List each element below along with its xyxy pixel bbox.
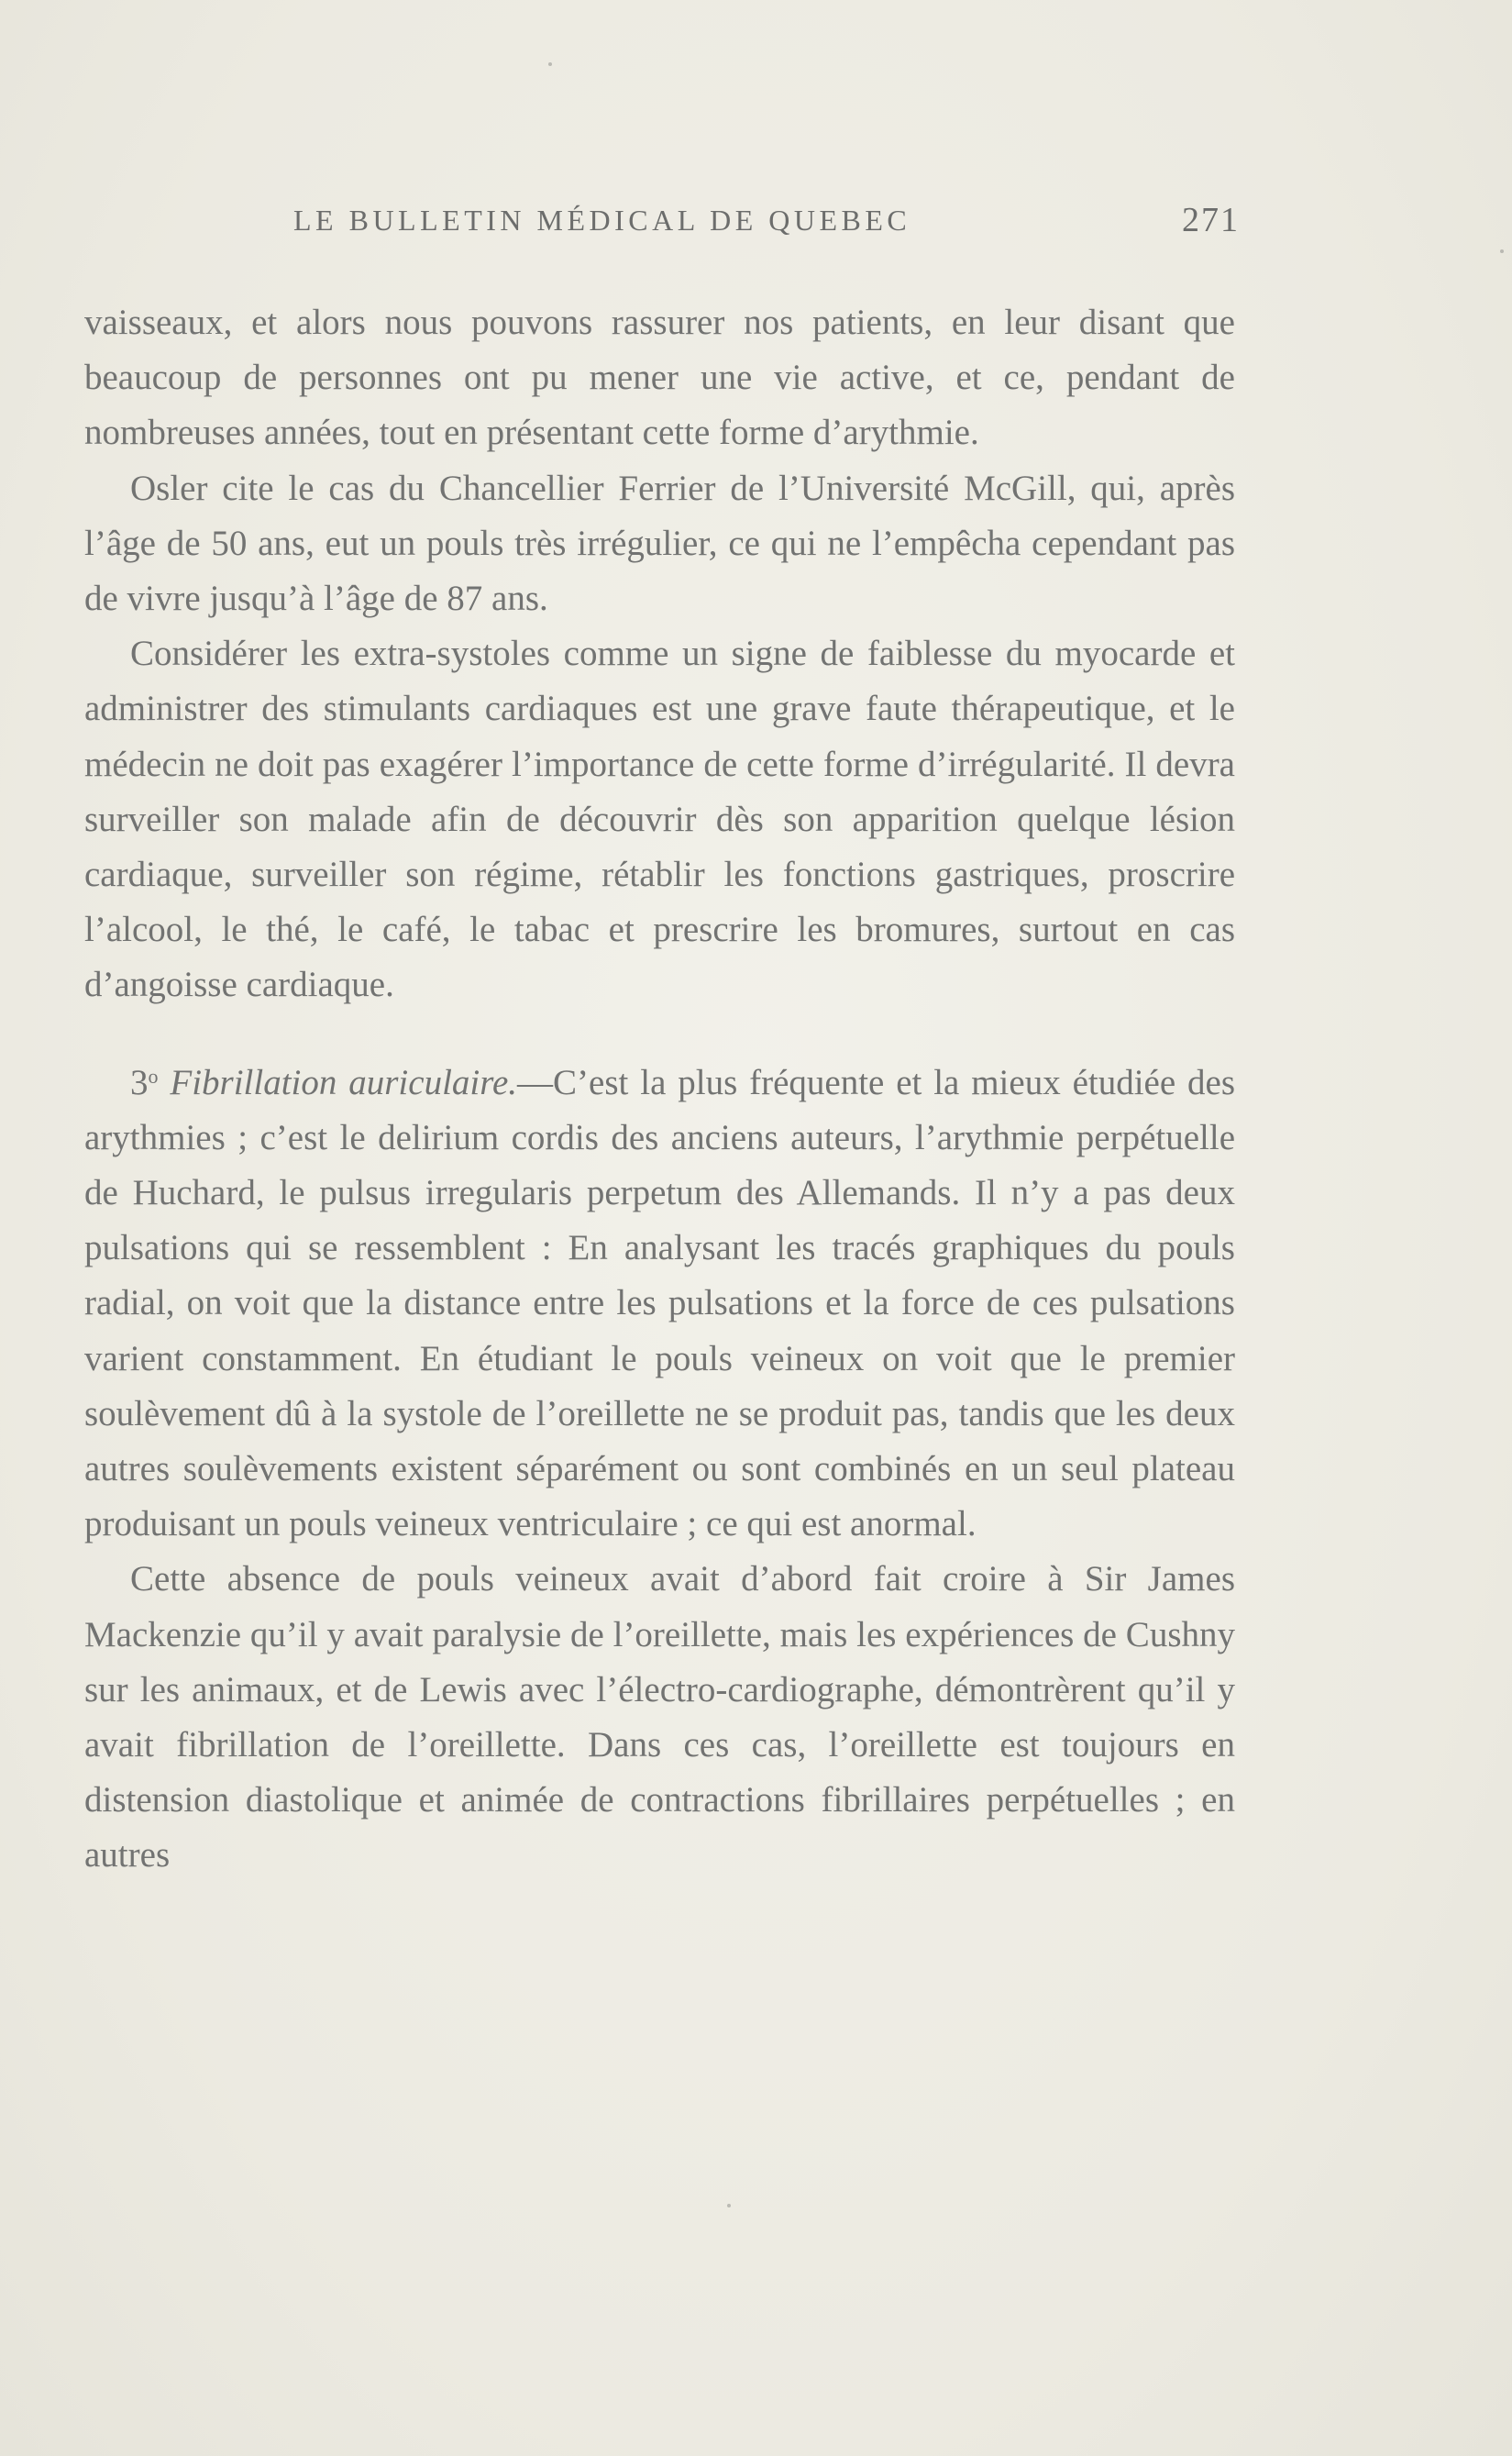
section-title: Fibrillation auriculaire. [170,1062,518,1102]
section-paragraph-text: —C’est la plus fréquente et la mieux étudiée des arythmies ; c’est le delirium cordis des anciens auteurs, l’arythmie perpétuelle de Huchard, le pulsus irregularis perpetum des Allemands. Il n’y a pas deux pulsations qui se ressemblent : En analysant les tracés graphiques du pouls radial, on voit que la distance entre les pulsations et la force de ces pulsations varient constamment. En étudiant le pouls veineux on voit que le premier soulèvement dû à la systole de l’oreillette ne se produit pas, tandis que les deux autres soulèvements existent séparément ou sont combinés en un seul plateau produisant un pouls veineux ventriculaire ; ce qui est anormal. [84,1062,1236,1544]
page-number: 271 [1182,201,1240,239]
section-number [130,1063,159,1102]
paper-speck [548,62,552,66]
paragraph-extra-systoles: Considérer les extra-systoles comme un signe de faiblesse du myocarde et administrer des stimulants cardiaques est une grave faute thérapeutique, et le médecin ne doit pas exagérer l’importance de cette forme d’irrégularité. Il devra surveiller son malade afin de découvrir dès son apparition quelque lésion cardiaque, surveiller son régime, rétablir les fonctions gastriques, proscrire l’alcool, le thé, le café, le tabac et prescrire les bromures, surtout en cas d’angoisse cardiaque. [84,634,1235,1005]
section-number-digit: 3 [130,1062,149,1102]
paragraph-continuation: vaisseaux, et alors nous pouvons rassurer nos patients, en leur disant que beaucoup de personnes ont pu mener une vie active, et ce, pendant de nombreuses années, tout en présentant cette forme d’arythmie. [84,303,1235,453]
section-fibrillation-paragraph [84,1056,1235,1553]
paper-speck [1500,249,1504,253]
paragraph-mackenzie: Cette absence de pouls veineux avait d’abord fait croire à Sir James Mackenzie qu’il y avait paralysie de l’oreillette, mais les expériences de Cushny sur les animaux, et de Lewis avec l’électro-cardiographe, démontrèrent qu’il y avait fibrillation de l’oreillette. Dans ces cas, l’oreillette est toujours en distension diastolique et animée de contractions fibrillaires perpétuelles ; en autres [84,1559,1235,1875]
running-head [84,200,1240,246]
paper-speck [727,2204,731,2207]
running-head-title: LE BULLETIN MÉDICAL DE QUEBEC [293,204,911,237]
body-text [84,295,1235,1884]
paragraph-osler: Osler cite le cas du Chancellier Ferrier de l’Université McGill, qui, après l’âge de 50 ans, eut un pouls très irrégulier, ce qui ne l’empêcha cependant pas de vivre jusqu’à l’âge de 87 ans. [84,468,1235,619]
section-number-superscript: o [148,1064,159,1088]
